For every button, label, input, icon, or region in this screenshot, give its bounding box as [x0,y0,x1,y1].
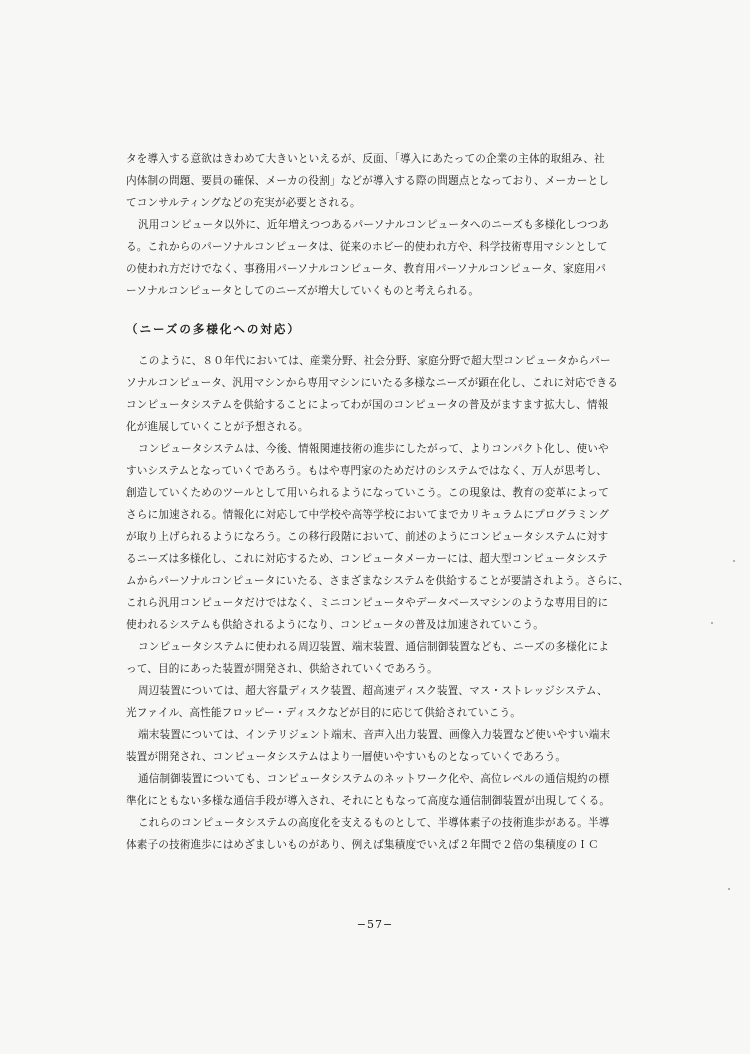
page-number: −57− [356,918,394,931]
text-line: が取り上げられるようになろう。この移行段階において、前述のようにコンピュータシステムに対す [126,531,609,543]
scan-speck [711,622,713,624]
text-line: 創造していくためのツールとして用いられるようになっていこう。この現象は、教育の変革によって [126,487,610,499]
section-heading: （ニーズの多様化への対応） [126,322,301,336]
body-text [126,152,631,860]
text-line: ソナルコンピュータ、汎用マシンから専用マシンにいたる多様なニーズが顕在化し、これに対応できる [126,377,618,389]
text-line: るニーズは多様化し、これに対応するため、コンピュータメーカーには、超大型コンピュータシステ [126,553,608,565]
text-line: 端末装置については、インテリジェント端末、音声入出力装置、画像入力装置など使いやすい端末 [138,729,611,741]
text-line: これら汎用コンピュータだけではなく、ミニコンピュータやデータベースマシンのような専用目的に [126,597,609,609]
text-line: コンピュータシステムは、今後、情報関連技術の進歩にしたがって、よりコンパクト化し、使いや [138,443,609,455]
scan-speck [733,560,735,562]
text-line: 体素子の技術進歩にはめざましいものがあり、例えば集積度でいえば２年間で２倍の集積度のＩＣ [126,839,599,851]
section-paragraphs [126,354,631,860]
scan-speck [728,888,730,890]
text-line: てコンサルティングなどの充実が必要とされる。 [126,197,361,209]
text-line: このように、８０年代においては、産業分野、社会分野、家庭分野で超大型コンピュータからパー [138,355,611,367]
text-line: って、目的にあった装置が開発され、供給されていくであろう。 [126,663,438,675]
text-line: 使われるシステムも供給されるようになり、コンピュータの普及は加速されていこう。 [126,619,544,631]
text-line: 汎用コンピュータ以外に、近年増えつつあるパーソナルコンピュータへのニーズも多様化しつつあ [138,219,610,231]
text-line: コンピュータシステムを供給することによってわが国のコンピュータの普及がますます拡大し、情報 [126,399,609,411]
text-line: ムからパーソナルコンピュータにいたる、さまざまなシステムを供給することが要請されよう。さらに、 [126,575,629,587]
text-line: さらに加速される。情報化に対応して中学校や高等学校においてまでカリキュラムにプログラミング [126,509,610,521]
text-line: 通信制御装置についても、コンピュータシステムのネットワーク化や、高位レベルの通信規約の標 [138,773,610,785]
intro-paragraphs [126,152,631,306]
text-line: ーソナルコンピュータとしてのニーズが増大していくものと考えられる。 [126,285,480,297]
text-line: 光ファイル、高性能フロッピー・ディスクなどが目的に応じて供給されていこう。 [126,707,521,719]
text-line: タを導入する意欲はきわめて大きいといえるが、反面、「導入にあたっての企業の主体的取組み、社 [126,153,605,165]
text-line: 準化にともない多様な通信手段が導入され、それにともなって高度な通信制御装置が出現してくる。 [126,795,611,807]
text-line: の使われ方だけでなく、事務用パーソナルコンピュータ、教育用パーソナルコンピュータ、家庭用パ [126,263,607,275]
text-line: すいシステムとなっていくであろう。もはや専門家のためだけのシステムではなく、万人が思考し、 [126,465,608,477]
text-line: 装置が開発され、コンピュータシステムはより一層使いやすいものとなっていくであろう。 [126,751,567,763]
text-line: る。これからのパーソナルコンピュータは、従来のホビー的使われ方や、科学技術専用マシンとして [126,241,608,253]
text-line: 化が進展していくことが予想される。 [126,421,309,433]
text-line: 内体制の問題、要員の確保、メーカの役割」などが導入する際の問題点となっており、メーカーとし [126,175,610,187]
text-line: これらのコンピュータシステムの高度化を支えるものとして、半導体素子の技術進歩がある。半導 [138,817,610,829]
text-line: コンピュータシステムに使われる周辺装置、端末装置、通信制御装置なども、ニーズの多様化によ [138,641,610,653]
text-line: 周辺装置については、超大容量ディスク装置、超高速ディスク装置、マス・ストレッジシステム、 [138,685,608,697]
